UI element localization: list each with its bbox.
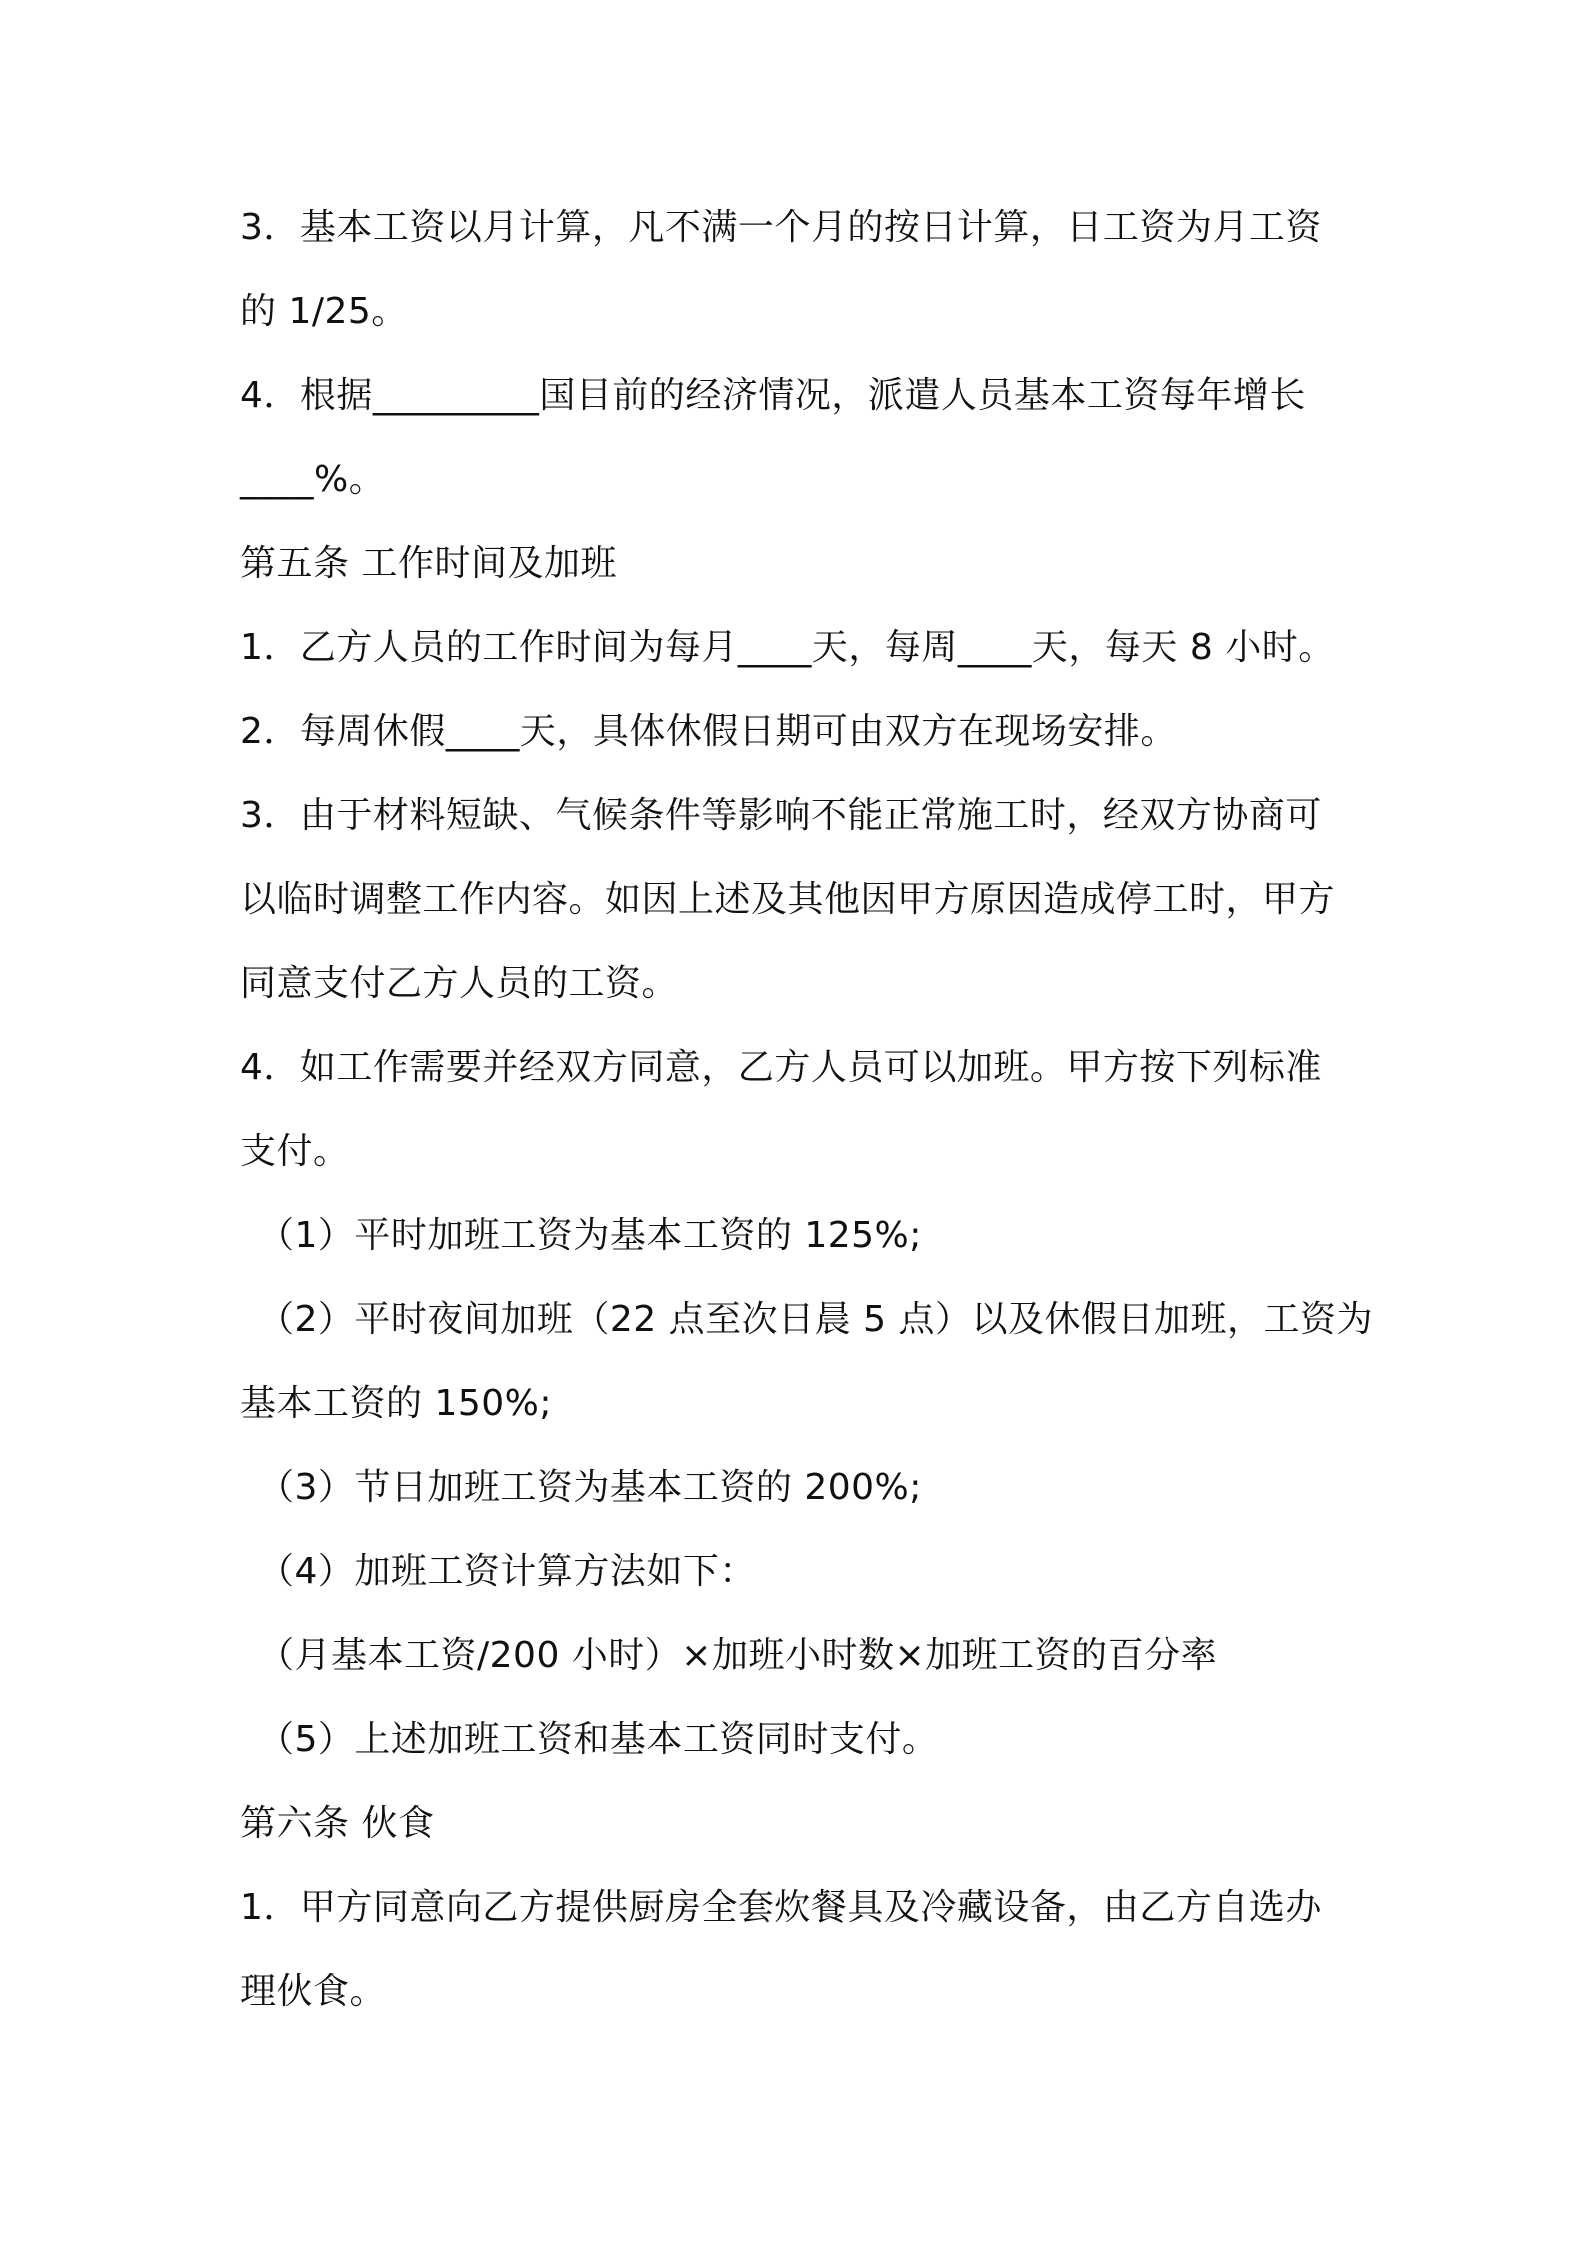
text-line: ____%。 [240,459,386,500]
text-line: 3．基本工资以月计算，凡不满一个月的按日计算，日工资为月工资 [240,207,1322,248]
text-line: （1）平时加班工资为基本工资的 125%; [258,1215,922,1256]
text-line: 基本工资的 150%; [240,1383,552,1424]
text-line: 以临时调整工作内容。如因上述及其他因甲方原因造成停工时，甲方 [240,879,1336,920]
text-line: （月基本工资/200 小时）×加班小时数×加班工资的百分率 [258,1635,1218,1676]
text-line: 4．根据_________国目前的经济情况，派遣人员基本工资每年增长 [240,375,1306,416]
section-heading: 第六条 伙食 [240,1803,435,1844]
text-line: （3）节日加班工资为基本工资的 200%; [258,1467,922,1508]
text-line: 同意支付乙方人员的工资。 [240,963,679,1004]
text-line: 2．每周休假____天，具体休假日期可由双方在现场安排。 [240,711,1177,752]
text-line: （4）加班工资计算方法如下： [258,1551,756,1592]
text-line: 1．甲方同意向乙方提供厨房全套炊餐具及冷藏设备，由乙方自选办 [240,1887,1322,1928]
text-line: （2）平时夜间加班（22 点至次日晨 5 点）以及休假日加班，工资为 [258,1299,1373,1340]
text-line: 理伙食。 [240,1971,387,2012]
text-line: 3．由于材料短缺、气候条件等影响不能正常施工时，经双方协商可 [240,795,1322,836]
text-line: 支付。 [240,1131,350,1172]
text-line: 的 1/25。 [240,291,408,332]
text-line: 1．乙方人员的工作时间为每月____天，每周____天，每天 8 小时。 [240,627,1335,668]
section-heading: 第五条 工作时间及加班 [240,543,617,584]
text-line: 4．如工作需要并经双方同意，乙方人员可以加班。甲方按下列标准 [240,1047,1322,1088]
text-line: （5）上述加班工资和基本工资同时支付。 [258,1719,939,1760]
